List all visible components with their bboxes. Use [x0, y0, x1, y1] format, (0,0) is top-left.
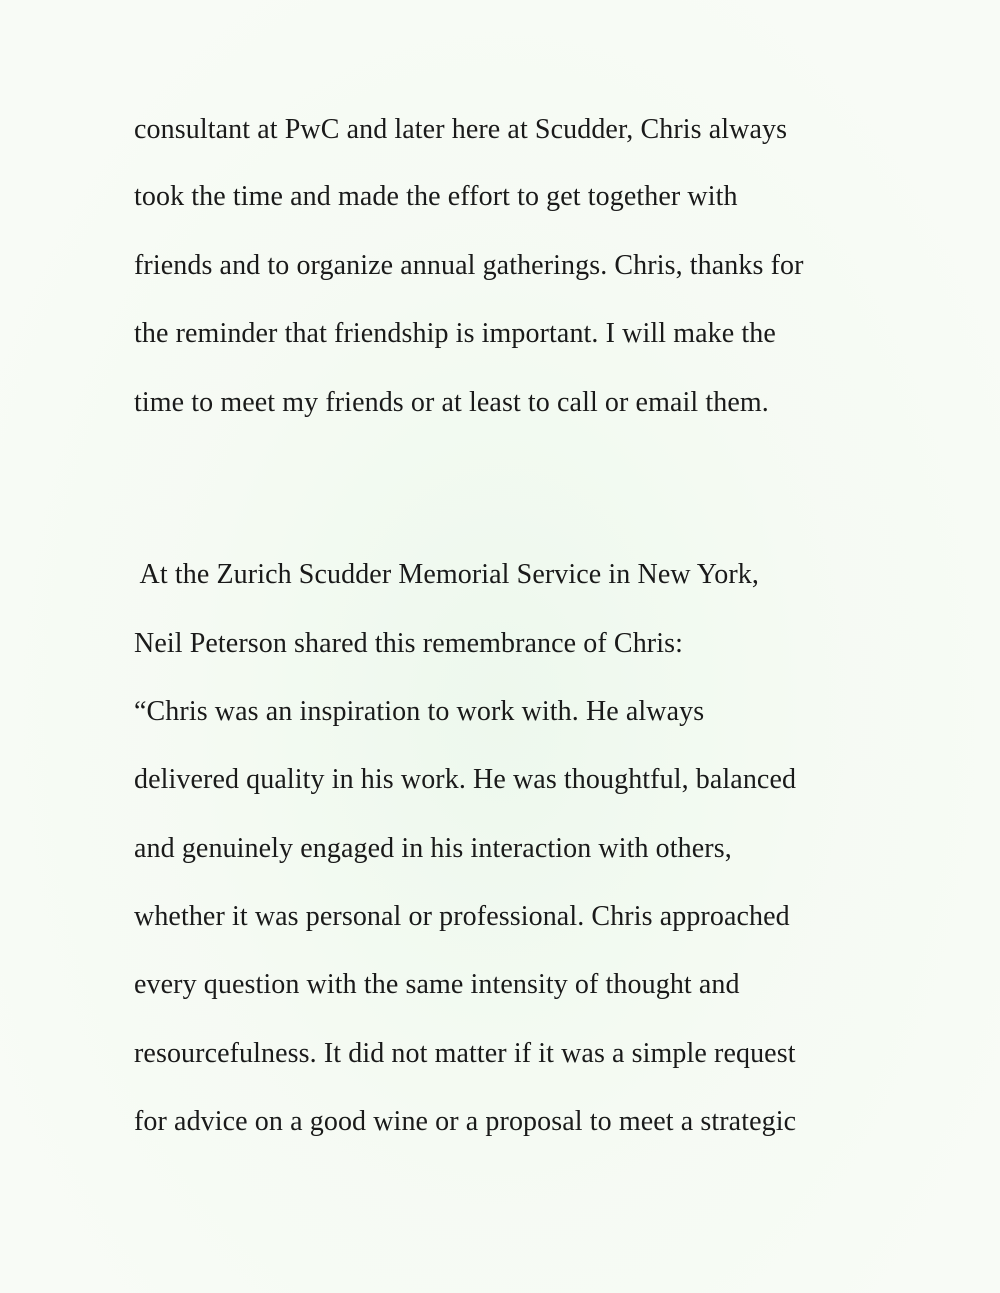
text-line: for advice on a good wine or a proposal to meet a strategic: [134, 1106, 797, 1137]
text-line: At the Zurich Scudder Memorial Service in New York,: [134, 559, 759, 590]
text-line: resourcefulness. It did not matter if it was a simple request: [134, 1038, 796, 1069]
text-line: and genuinely engaged in his interaction with others,: [134, 833, 732, 864]
text-line: every question with the same intensity of thought and: [134, 969, 740, 1000]
text-line: time to meet my friends or at least to call or email them.: [134, 387, 769, 418]
text-line: Neil Peterson shared this remembrance of Chris:: [134, 628, 683, 659]
text-line: friends and to organize annual gatherings. Chris, thanks for: [134, 250, 804, 281]
text-line: whether it was personal or professional. Chris approached: [134, 901, 790, 932]
text-line: delivered quality in his work. He was thoughtful, balanced: [134, 764, 797, 795]
text-line: the reminder that friendship is important. I will make the: [134, 318, 776, 349]
text-line: took the time and made the effort to get together with: [134, 181, 738, 212]
text-line: consultant at PwC and later here at Scudder, Chris always: [134, 114, 788, 145]
text-line: “Chris was an inspiration to work with. He always: [134, 696, 705, 727]
